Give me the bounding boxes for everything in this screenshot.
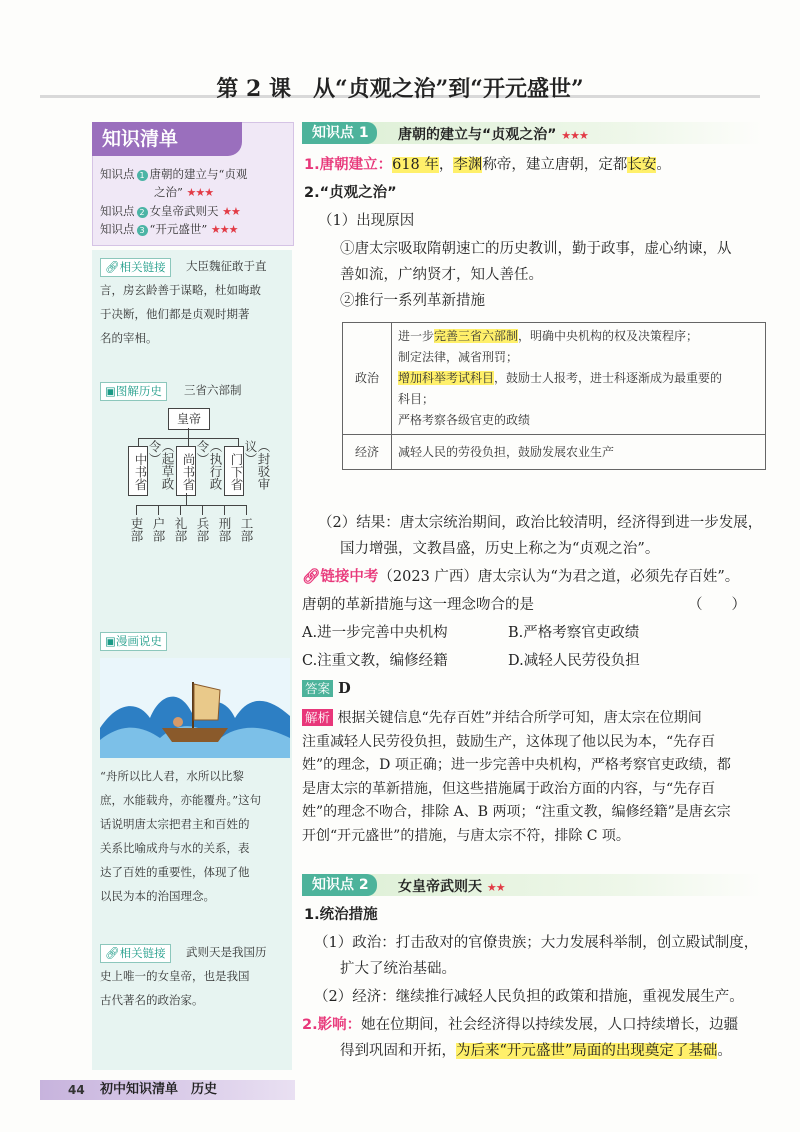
diagram-connector: [138, 438, 139, 446]
knowledge-point-name: 唐朝的建立与“贞观之治” ★★★: [398, 127, 588, 143]
wu-politics-line-a: （1）政治：打击敌对的官僚贵族；大力发展科举制，创立殿试制度，: [314, 935, 759, 951]
boat-on-waves-illustration: [100, 658, 290, 758]
result-line-b: 国力增强，文教昌盛，历史上称之为“贞观之治”。: [340, 541, 660, 557]
reason-1-line-a: ①唐太宗吸取隋朝速亡的历史教训，勤于政事，虚心纳谏，从: [340, 241, 732, 257]
reason-2: ②推行一系列革新措施: [340, 293, 485, 309]
diagram-connector: [188, 428, 189, 438]
province-box-0: 中书省: [128, 446, 148, 496]
table-row: [343, 323, 766, 435]
comic-line-1: 庶，水能载舟，亦能覆舟。”这句: [100, 793, 262, 807]
knowledge-point-3: 知识点 3 “开元盛世” ★★★: [100, 222, 238, 236]
politics-label: 政治: [343, 323, 392, 435]
knowledge-point-tag: 知识点 1: [302, 122, 377, 144]
diagram-connector: [186, 493, 187, 505]
ministry-4: 刑部: [217, 517, 232, 542]
section-heading: 1.统治措施: [304, 907, 378, 923]
wu-impact-line-b: 得到巩固和开拓，为后来“开元盛世”局面的出现奠定了基础。: [340, 1043, 732, 1059]
comic-line-2: 话说明唐太宗把君主和百姓的: [100, 817, 250, 831]
wu-politics-line-b: 扩大了统治基础。: [340, 961, 456, 977]
province-box-1: 尚书省: [176, 446, 196, 496]
option-b: B.严格考察官吏政绩: [508, 625, 640, 641]
province-box-2: 门下省: [224, 446, 244, 496]
number-badge-2: 2: [137, 207, 148, 218]
option-c: C.注重文教，编修经籍: [302, 653, 448, 669]
related-link-1-line-0: 大臣魏征敢于直: [186, 259, 267, 273]
stars-icon: ★★: [486, 881, 505, 894]
ministry-1: 户部: [151, 517, 166, 542]
wu-economy-line: （2）经济：继续推行减轻人民负担的政策和措施，重视发展生产。: [314, 989, 744, 1005]
option-a: A.进一步完善中央机构: [302, 625, 448, 641]
knowledge-point-2: 知识点 2 女皇帝武则天 ★★: [100, 204, 240, 218]
book-title: 初中知识清单 历史: [100, 1082, 218, 1097]
related-link-1-line-2: 于决断，他们都是贞观时期著: [100, 307, 250, 321]
province-role-1: （执行政令）: [195, 440, 223, 490]
knowledge-point-name: 女皇帝武则天 ★★: [398, 879, 505, 895]
ministry-0: 吏部: [129, 517, 144, 542]
table-row: [343, 435, 766, 470]
related-link-2-line-1: 史上唯一的女皇帝，也是我国: [100, 969, 250, 983]
reason-1-line-b: 善如流，广纳贤才，知人善任。: [340, 267, 543, 283]
answer-value: D: [338, 680, 351, 697]
comic-line-0: “舟所以比人君，水所以比黎: [100, 769, 244, 783]
knowledge-point-1: 知识点 1 唐朝的建立与“贞观: [100, 167, 248, 181]
link-icon: 🔗︎: [105, 946, 120, 960]
exam-link-tag: 🔗︎链接中考: [302, 569, 379, 585]
related-link-2-line-2: 古代著名的政治家。: [100, 993, 204, 1007]
page-number: 44: [68, 1083, 85, 1097]
knowledge-list-title: 知识清单: [92, 122, 242, 156]
stars-icon: ★★★: [186, 186, 214, 199]
reform-measures-table: [342, 322, 766, 470]
diagram-connector: [224, 505, 225, 515]
comic-line-3: 关系比喻成舟与水的关系，表: [100, 841, 250, 855]
analysis-block: 解析 根据关键信息“先存百姓”并结合所学可知，唐太宗在位期间 注重减轻人民劳役负担，鼓励生产，这体现了他以民为本，“先存百 姓”的理念，D 项正确；进一步完善中央机构，严格考察官吏政绩，都 是唐太宗的革新措施，但这些措施属于政治方面的内容，与“先存百 姓”的理念不吻合，排除 A、B 两项；“注重文教，编修经籍”是唐玄宗 开创“开元盛世”的措施，与唐太宗不符，排除 C 项。: [302, 710, 731, 844]
diagram-connector: [180, 505, 181, 515]
number-badge-3: 3: [137, 225, 148, 236]
lesson-title: 第 2 课 从“贞观之治”到“开元盛世”: [216, 76, 584, 102]
stars-icon: ★★★: [561, 129, 588, 142]
section-heading: 2.“贞观之治”: [304, 185, 397, 201]
diagram-connector: [238, 438, 239, 446]
province-role-2: （封驳审议）: [243, 440, 271, 490]
answer-tag: 答案: [302, 680, 333, 697]
image-icon: ▣: [105, 384, 116, 398]
diagram-connector: [188, 438, 189, 446]
number-badge-1: 1: [137, 170, 148, 181]
diagram-connector: [246, 505, 247, 515]
link-icon: 🔗︎: [302, 569, 321, 585]
related-link-2-line-0: 武则天是我国历: [186, 945, 267, 959]
province-role-0: （起草政令）: [147, 440, 175, 490]
ministry-2: 礼部: [173, 517, 188, 542]
politics-cell: 进一步完善三省六部制，明确中央机构的权及决策程序； 制定法律，减省刑罚； 增加科举考试科目，鼓励士人报考，进士科逐渐成为最重要的 科目； 严格考察各级官吏的政绩: [392, 323, 766, 435]
exam-question-line-a: 🔗︎链接中考（2023 广西）唐太宗认为“为君之道，必须先存百姓”。: [302, 569, 740, 585]
ministry-5: 工部: [239, 517, 254, 542]
tang-founding-line: 1.唐朝建立：618 年，李渊称帝，建立唐朝，定都长安。: [304, 157, 671, 173]
diagram-connector: [158, 505, 159, 515]
link-icon: 🔗︎: [105, 260, 120, 274]
comic-line-4: 达了百姓的重要性，体现了他: [100, 865, 250, 879]
diagram-caption: 三省六部制: [184, 383, 242, 397]
knowledge-point-1-cont: 之治” ★★★: [154, 185, 214, 199]
related-link-1-line-3: 名的宰相。: [100, 331, 158, 345]
answer-line: [302, 678, 351, 700]
economy-cell: 减轻人民的劳役负担，鼓励发展农业生产: [392, 435, 766, 470]
stars-icon: ★★★: [210, 223, 238, 236]
answer-paren: （ ）: [688, 597, 746, 613]
ministry-3: 兵部: [195, 517, 210, 542]
diagram-connector: [202, 505, 203, 515]
comic-tag: ▣漫画说史: [100, 632, 167, 651]
emperor-box: 皇帝: [168, 408, 210, 430]
comic-icon: ▣: [105, 634, 116, 648]
exam-question-line-b: 唐朝的革新措施与这一理念吻合的是: [302, 597, 534, 613]
option-d: D.减轻人民劳役负担: [508, 653, 640, 669]
analysis-tag: 解析: [302, 709, 333, 726]
subheading-reasons: （1）出现原因: [318, 213, 415, 229]
stars-icon: ★★: [222, 205, 240, 218]
comic-line-5: 以民为本的治国理念。: [100, 889, 215, 903]
wu-impact-line-a: 2.影响：她在位期间，社会经济得以持续发展，人口持续增长，边疆: [302, 1017, 739, 1033]
diagram-tag: ▣图解历史: [100, 382, 167, 401]
related-link-tag: 🔗︎相关链接: [100, 258, 171, 277]
economy-label: 经济: [343, 435, 392, 470]
related-link-1-line-1: 言，房玄龄善于谋略，杜如晦敢: [100, 283, 261, 297]
knowledge-point-tag: 知识点 2: [302, 874, 377, 896]
related-link-tag: 🔗︎相关链接: [100, 944, 171, 963]
diagram-connector: [136, 505, 247, 506]
diagram-connector: [136, 505, 137, 515]
result-line-a: （2）结果：唐太宗统治期间，政治比较清明，经济得到进一步发展，: [318, 515, 763, 531]
